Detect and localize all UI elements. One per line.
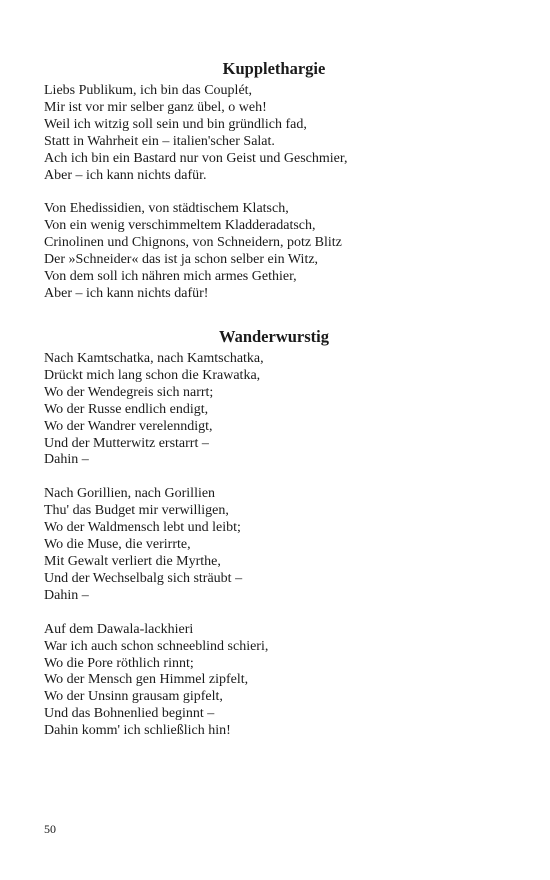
verse-line: Drückt mich lang schon die Krawatka,	[44, 367, 261, 383]
verse-line: Mir ist vor mir selber ganz übel, o weh!	[44, 99, 267, 115]
poem-kupplethargie	[44, 59, 504, 303]
verse-line: Wo der Mensch gen Himmel zipfelt,	[44, 672, 249, 688]
verse-line: Wo die Pore röthlich rinnt;	[44, 655, 194, 671]
poem-title: Kupplethargie	[222, 59, 326, 78]
page-number: 50	[44, 822, 56, 836]
verse-line: Und der Mutterwitz erstarrt –	[44, 435, 209, 451]
stanza	[44, 351, 504, 469]
stanza	[44, 201, 504, 302]
verse-line: Aber – ich kann nichts dafür!	[44, 285, 209, 301]
stanza	[44, 486, 504, 604]
verse-line: Wo der Wendegreis sich narrt;	[44, 384, 214, 400]
verse-line: Von dem soll ich nähren mich armes Gethier,	[44, 269, 297, 285]
verse-line: Wo der Waldmensch lebt und leibt;	[44, 520, 241, 536]
verse-line: Von ein wenig verschimmeltem Kladderadatsch,	[44, 218, 316, 234]
verse-line: Statt in Wahrheit ein – italien'scher Salat.	[44, 133, 275, 149]
verse-line: War ich auch schon schneeblind schieri,	[44, 638, 269, 654]
verse-line: Von Ehedissidien, von städtischem Klatsch,	[44, 201, 289, 217]
verse-line: Weil ich witzig soll sein und bin gründlich fad,	[44, 116, 307, 132]
verse-line: Wo die Muse, die verirrte,	[44, 537, 191, 553]
verse-line: Und der Wechselbalg sich sträubt –	[44, 570, 243, 586]
verse-line: Nach Kamtschatka, nach Kamtschatka,	[44, 351, 264, 366]
verse-line: Liebs Publikum, ich bin das Couplét,	[44, 83, 253, 98]
verse-line: Und das Bohnenlied beginnt –	[44, 706, 215, 722]
stanza	[44, 83, 504, 184]
verse-line: Nach Gorillien, nach Gorillien	[44, 486, 216, 502]
stanza	[44, 622, 504, 740]
verse-line: Ach ich bin ein Bastard nur von Geist und Geschmier,	[44, 150, 348, 166]
stanza-break	[44, 605, 504, 622]
verse-line: Wo der Russe endlich endigt,	[44, 401, 209, 417]
verse-line: Dahin –	[44, 587, 89, 603]
verse-line: Der »Schneider« das ist ja schon selber ein Witz,	[44, 252, 319, 268]
stanza-break	[44, 469, 504, 486]
verse-line: Dahin –	[44, 452, 89, 468]
poem-title: Wanderwurstig	[218, 327, 329, 346]
verse-line: Wo der Unsinn grausam gipfelt,	[44, 689, 223, 705]
stanza-break	[44, 184, 504, 201]
poem-wanderwurstig	[44, 327, 504, 740]
verse-line: Wo der Wandrer verelenndigt,	[44, 418, 213, 434]
verse-line: Crinolinen und Chignons, von Schneidern, potz Blitz	[44, 235, 342, 251]
verse-line: Thu' das Budget mir verwilligen,	[44, 503, 229, 519]
verse-line: Aber – ich kann nichts dafür.	[44, 167, 207, 183]
verse-line: Mit Gewalt verliert die Myrthe,	[44, 553, 221, 569]
verse-line: Dahin komm' ich schließlich hin!	[44, 723, 231, 739]
verse-line: Auf dem Dawala-lackhieri	[44, 621, 194, 637]
